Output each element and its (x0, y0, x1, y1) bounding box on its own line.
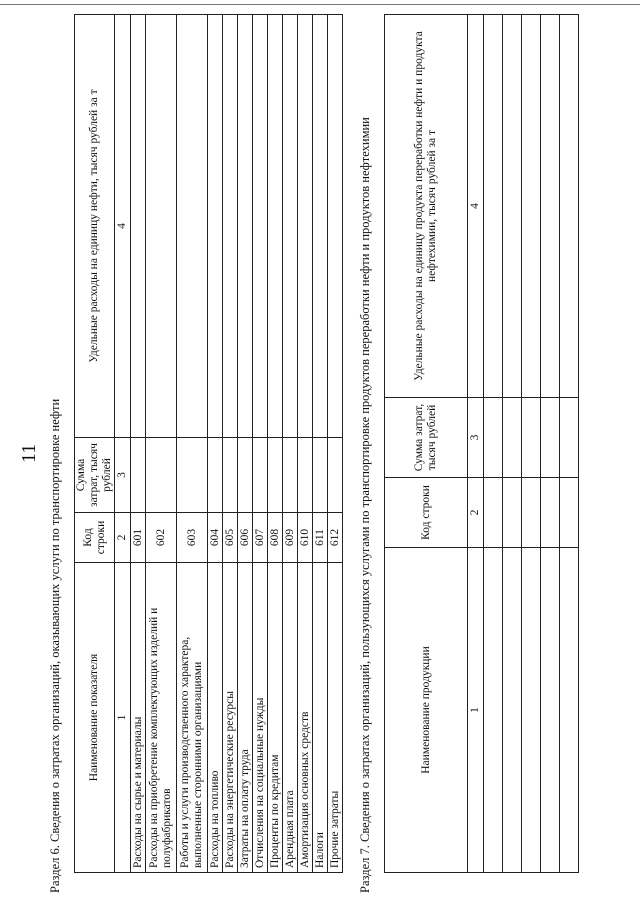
table-row (503, 15, 522, 873)
row-name: Расходы на энергетические ресурсы (223, 563, 238, 873)
unit-cell (253, 15, 268, 438)
header-cost-sum: Сумма затрат, тысяч рублей (385, 398, 468, 478)
rotated-page (18, 3, 638, 893)
col-number: 1 (468, 548, 484, 873)
section7-table (384, 14, 579, 873)
table-row (208, 15, 223, 873)
col-number: 3 (115, 438, 131, 513)
cost-cell (208, 438, 223, 513)
cost-cell (131, 438, 146, 513)
row-name: Налоги (313, 563, 328, 873)
table-row (146, 15, 177, 873)
header-unit-cost: Удельные расходы на единицу нефти, тысяч рублей за т (75, 15, 115, 438)
row-code: 602 (146, 513, 177, 563)
table-row (328, 15, 343, 873)
row-name: Работы и услуги производственного характера, выполненные сторонними организациями (177, 563, 208, 873)
unit-cell (177, 15, 208, 438)
header-unit-cost: Удельные расходы на единицу продукта переработки нефти и продукта нефтехимии, тысяч рублей за т (385, 15, 468, 398)
table-row (560, 15, 579, 873)
cost-cell (177, 438, 208, 513)
section6-title: Раздел 6. Сведения о затратах организаций, оказывающих услуги по транспортировке нефти (48, 398, 62, 893)
unit-cell (328, 15, 343, 438)
col-number: 2 (468, 478, 484, 548)
unit-cell (283, 15, 298, 438)
unit-cell (223, 15, 238, 438)
cost-cell (283, 438, 298, 513)
row-name: Затраты на оплату труда (238, 563, 253, 873)
col-number: 2 (115, 513, 131, 563)
table-row (298, 15, 313, 873)
cost-cell (298, 438, 313, 513)
section6-header-row (75, 15, 115, 873)
cost-cell (253, 438, 268, 513)
table-row (253, 15, 268, 873)
cost-cell (313, 438, 328, 513)
row-name: Расходы на топливо (208, 563, 223, 873)
header-row-code: Код строки (75, 513, 115, 563)
col-number: 4 (468, 15, 484, 398)
unit-cell (146, 15, 177, 438)
cost-cell (238, 438, 253, 513)
unit-cell (313, 15, 328, 438)
table-row (177, 15, 208, 873)
header-row-code: Код строки (385, 478, 468, 548)
section7-header-row (385, 15, 468, 873)
table-row (541, 15, 560, 873)
table-row (131, 15, 146, 873)
row-name: Расходы на приобретение комплектующих изделий и полуфабрикатов (146, 563, 177, 873)
unit-cell (238, 15, 253, 438)
row-code: 604 (208, 513, 223, 563)
table-row (484, 15, 503, 873)
row-code: 601 (131, 513, 146, 563)
unit-cell (131, 15, 146, 438)
header-product-name: Наименование продукции (385, 548, 468, 873)
col-number: 3 (468, 398, 484, 478)
section6-table (74, 14, 343, 873)
section7-column-numbers (468, 15, 484, 873)
row-code: 603 (177, 513, 208, 563)
row-name: Отчисления на социальные нужды (253, 563, 268, 873)
row-name: Проценты по кредитам (268, 563, 283, 873)
col-number: 1 (115, 563, 131, 873)
row-name: Прочие затраты (328, 563, 343, 873)
unit-cell (268, 15, 283, 438)
row-code: 608 (268, 513, 283, 563)
table-row (238, 15, 253, 873)
cost-cell (223, 438, 238, 513)
row-code: 612 (328, 513, 343, 563)
header-indicator-name: Наименование показателя (75, 563, 115, 873)
row-name: Арендная плата (283, 563, 298, 873)
unit-cell (208, 15, 223, 438)
col-number: 4 (115, 15, 131, 438)
cost-cell (328, 438, 343, 513)
section7-title: Раздел 7. Сведения о затратах организаций, пользующихся услугами по транспортировке продуктов переработки нефти и продуктов нефтехимии (358, 117, 372, 893)
table-row (522, 15, 541, 873)
row-code: 607 (253, 513, 268, 563)
section6-column-numbers (115, 15, 131, 873)
row-code: 606 (238, 513, 253, 563)
table-row (313, 15, 328, 873)
row-name: Амортизация основных средств (298, 563, 313, 873)
cost-cell (146, 438, 177, 513)
page-number: 11 (18, 443, 40, 463)
row-name: Расходы на сырье и материалы (131, 563, 146, 873)
unit-cell (298, 15, 313, 438)
row-code: 610 (298, 513, 313, 563)
row-code: 605 (223, 513, 238, 563)
table-row (268, 15, 283, 873)
row-code: 611 (313, 513, 328, 563)
row-code: 609 (283, 513, 298, 563)
cost-cell (268, 438, 283, 513)
header-cost-sum: Сумма затрат, тысяч рублей (75, 438, 115, 513)
table-row (223, 15, 238, 873)
table-row (283, 15, 298, 873)
